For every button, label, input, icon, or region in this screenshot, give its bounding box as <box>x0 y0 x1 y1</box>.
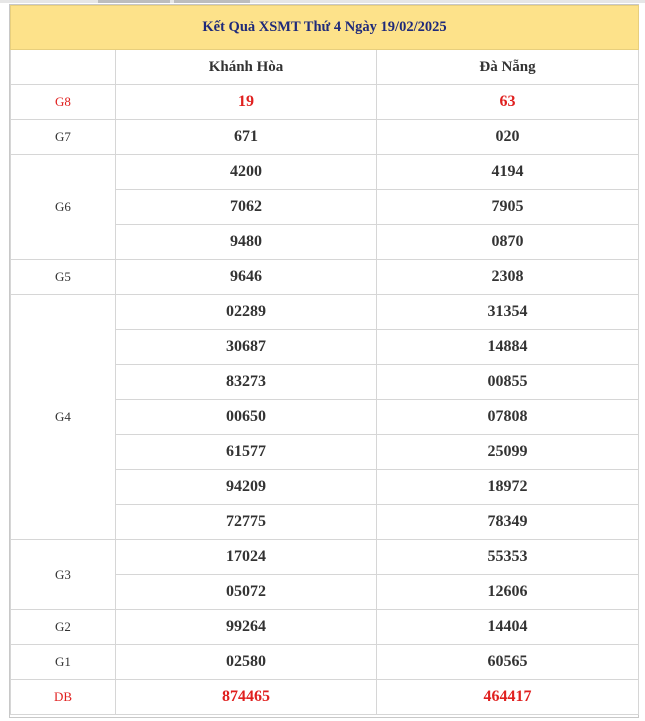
lottery-results-table <box>10 5 639 715</box>
title-row <box>11 6 639 50</box>
result-number: 14404 <box>377 610 639 645</box>
result-number: 55353 <box>377 540 639 575</box>
result-number: 874465 <box>116 680 377 715</box>
result-number: 30687 <box>116 330 377 365</box>
result-number: 17024 <box>116 540 377 575</box>
prize-label: G7 <box>11 120 116 155</box>
results-body <box>11 6 639 715</box>
result-number: 02289 <box>116 295 377 330</box>
prize-column-header <box>11 50 116 85</box>
tab-indicator <box>98 0 170 3</box>
prize-label: G5 <box>11 260 116 295</box>
results-panel <box>9 4 639 718</box>
prize-row-db <box>11 680 639 715</box>
result-number: 99264 <box>116 610 377 645</box>
result-number: 464417 <box>377 680 639 715</box>
result-number: 72775 <box>116 505 377 540</box>
result-number: 60565 <box>377 645 639 680</box>
result-number: 9480 <box>116 225 377 260</box>
prize-label: G4 <box>11 295 116 540</box>
result-number: 94209 <box>116 470 377 505</box>
prize-label: G8 <box>11 85 116 120</box>
result-number: 7062 <box>116 190 377 225</box>
prize-label: G3 <box>11 540 116 610</box>
prize-label: G6 <box>11 155 116 260</box>
result-number: 83273 <box>116 365 377 400</box>
result-number: 4200 <box>116 155 377 190</box>
result-number: 61577 <box>116 435 377 470</box>
prize-row-g7 <box>11 120 639 155</box>
prize-row-g1 <box>11 645 639 680</box>
prize-row-g8 <box>11 85 639 120</box>
result-number: 25099 <box>377 435 639 470</box>
header-row <box>11 50 639 85</box>
prize-label: G1 <box>11 645 116 680</box>
tab-indicator <box>174 0 250 3</box>
page-top-strip <box>0 0 645 3</box>
table-title: Kết Quả XSMT Thứ 4 Ngày 19/02/2025 <box>11 6 639 50</box>
result-number: 00650 <box>116 400 377 435</box>
result-number: 7905 <box>377 190 639 225</box>
prize-row-g2 <box>11 610 639 645</box>
result-number: 05072 <box>116 575 377 610</box>
prize-label: DB <box>11 680 116 715</box>
result-number: 63 <box>377 85 639 120</box>
result-number: 31354 <box>377 295 639 330</box>
result-number: 78349 <box>377 505 639 540</box>
result-number: 14884 <box>377 330 639 365</box>
result-number: 07808 <box>377 400 639 435</box>
result-number: 18972 <box>377 470 639 505</box>
province-header-da-nang: Đà Nẵng <box>377 50 639 85</box>
prize-label: G2 <box>11 610 116 645</box>
prize-row-g5 <box>11 260 639 295</box>
result-number: 020 <box>377 120 639 155</box>
result-number: 4194 <box>377 155 639 190</box>
result-number: 0870 <box>377 225 639 260</box>
result-number: 02580 <box>116 645 377 680</box>
result-number: 12606 <box>377 575 639 610</box>
result-number: 671 <box>116 120 377 155</box>
result-number: 9646 <box>116 260 377 295</box>
result-number: 19 <box>116 85 377 120</box>
prize-row-g4 <box>11 295 639 330</box>
prize-row-g6 <box>11 155 639 190</box>
result-number: 00855 <box>377 365 639 400</box>
prize-row-g3 <box>11 540 639 575</box>
result-number: 2308 <box>377 260 639 295</box>
province-header-khanh-hoa: Khánh Hòa <box>116 50 377 85</box>
